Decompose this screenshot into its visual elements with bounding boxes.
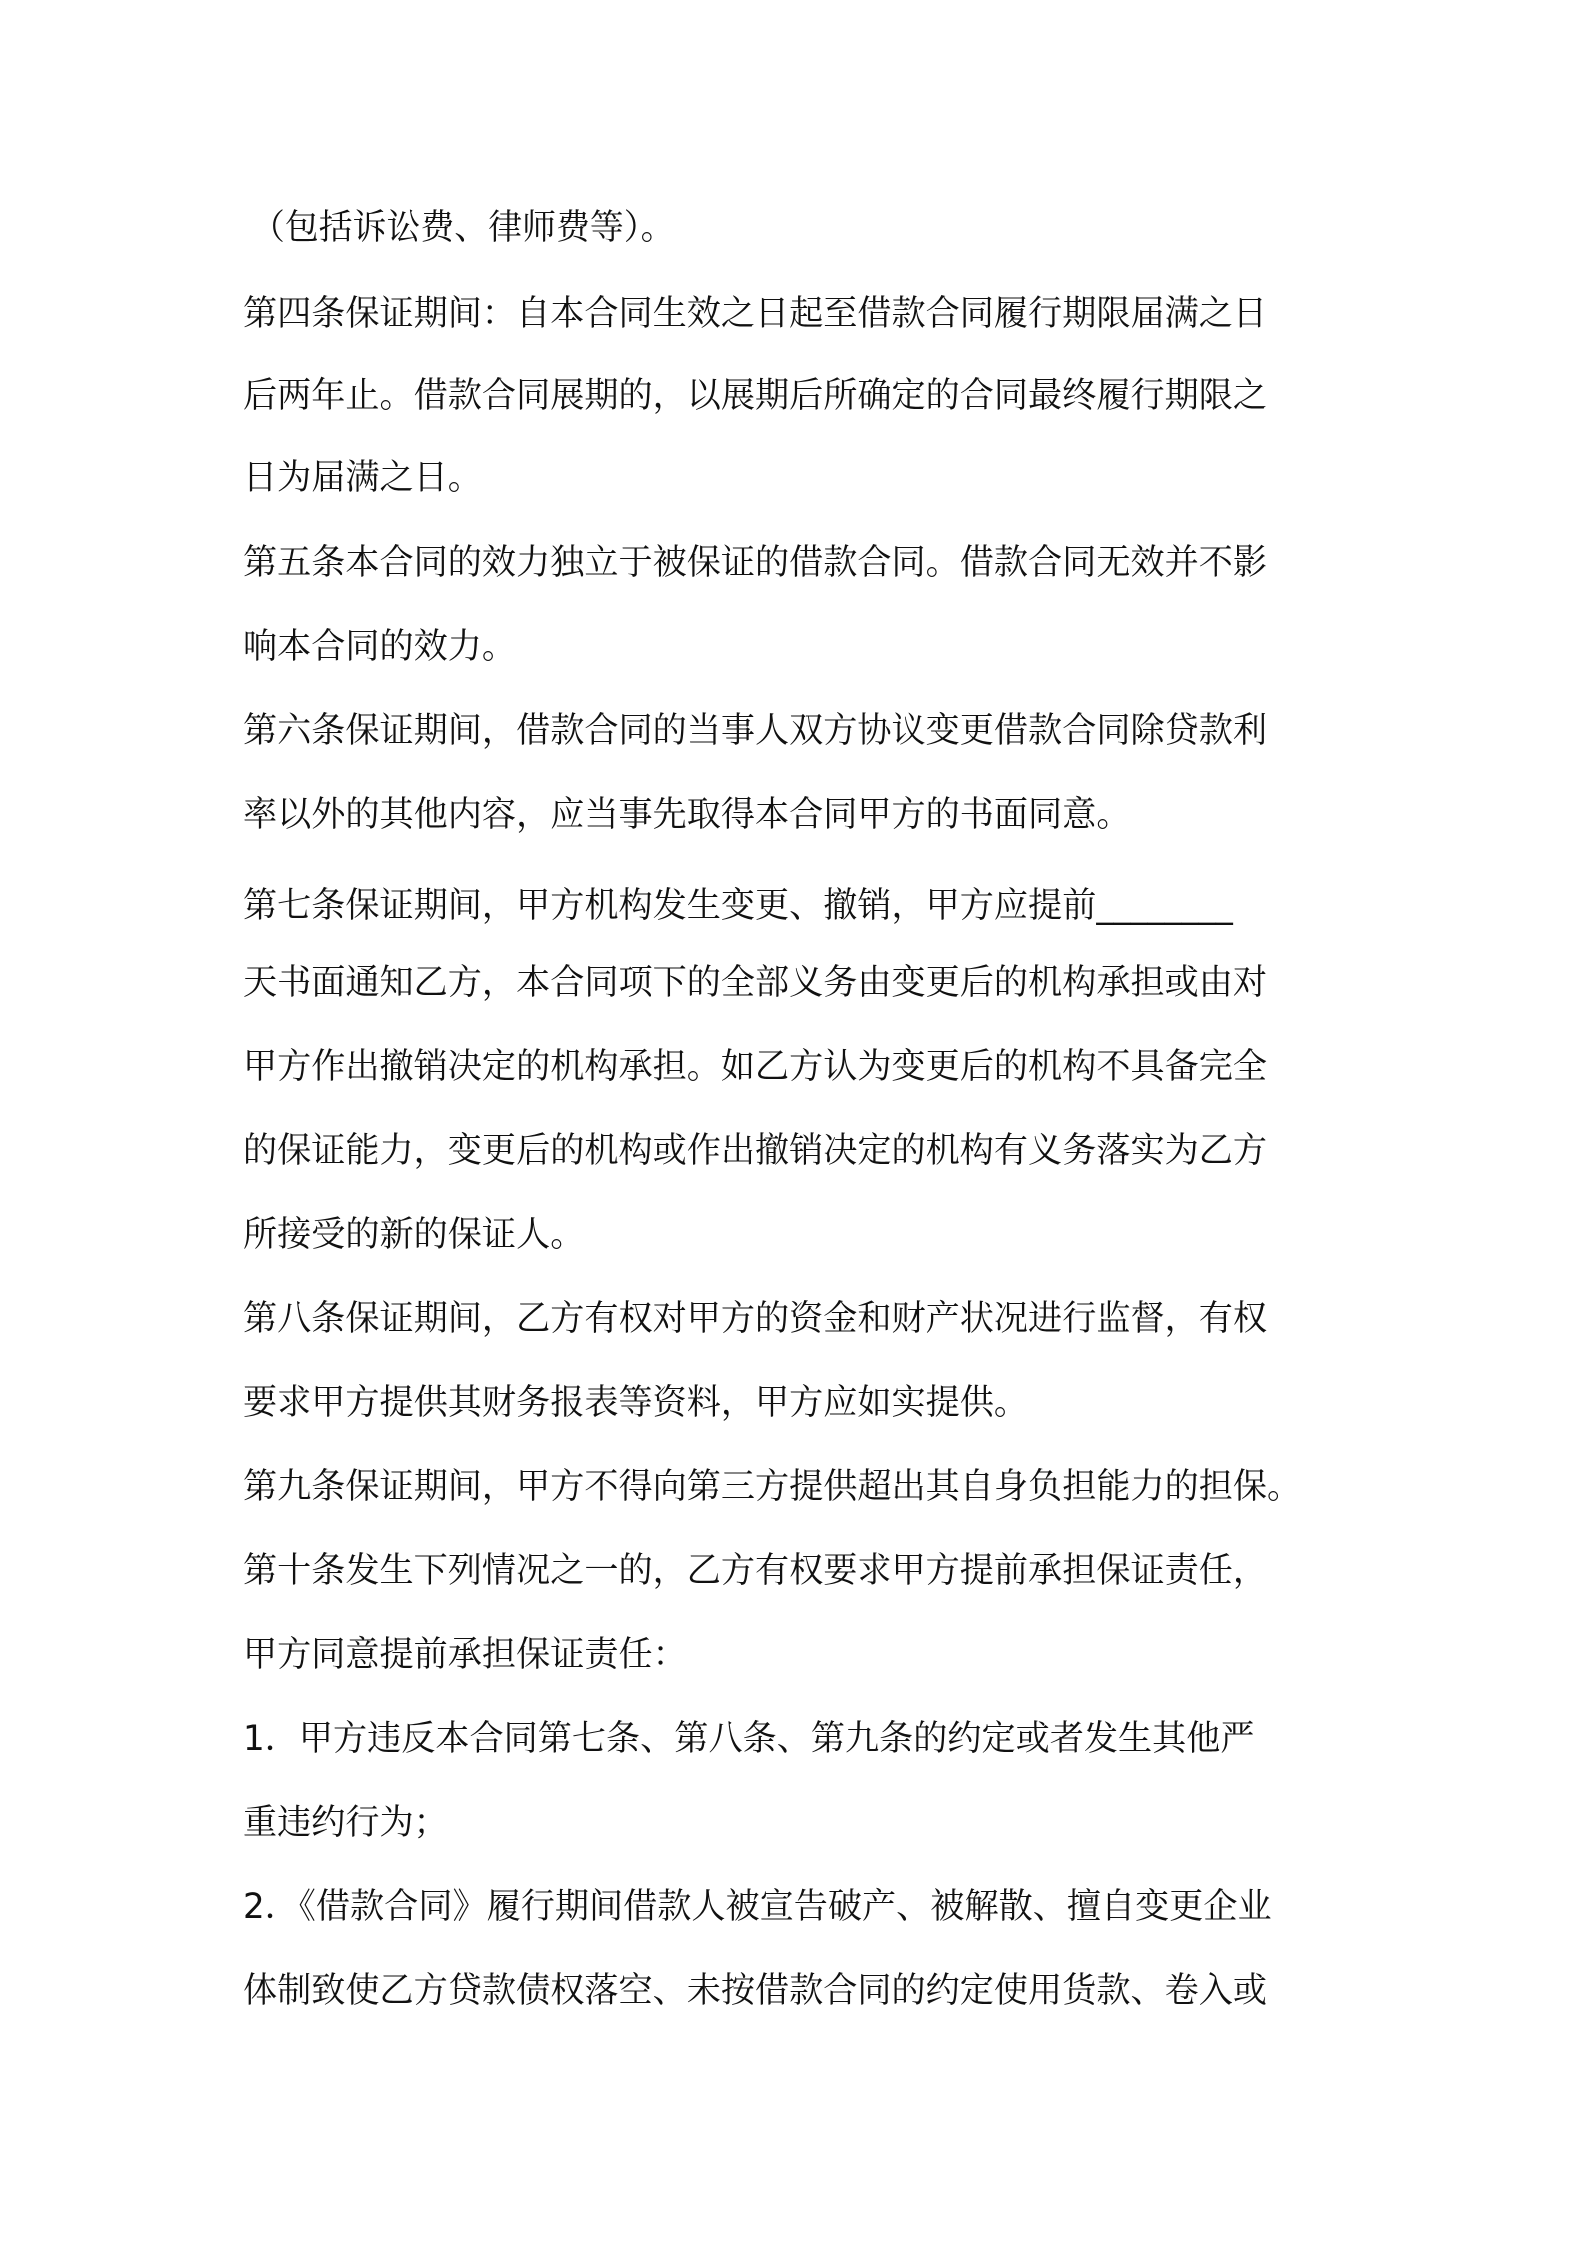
text-line: 体制致使乙方贷款债权落空、未按借款合同的约定使用货款、卷入或 — [243, 1971, 1267, 2011]
text-line: 1．甲方违反本合同第七条、第八条、第九条的约定或者发生其他严 — [243, 1719, 1255, 1759]
text-line: 后两年止。借款合同展期的，以展期后所确定的合同最终履行期限之 — [243, 376, 1267, 416]
text-line: 第十条发生下列情况之一的，乙方有权要求甲方提前承担保证责任， — [243, 1551, 1267, 1591]
text-line: 第五条本合同的效力独立于被保证的借款合同。借款合同无效并不影 — [243, 543, 1267, 583]
text-line: 第九条保证期间，甲方不得向第三方提供超出其自身负担能力的担保。 — [243, 1467, 1302, 1507]
text-line: 2．《借款合同》履行期间借款人被宣告破产、被解散、擅自变更企业 — [243, 1887, 1272, 1927]
text-line: 要求甲方提供其财务报表等资料，甲方应如实提供。 — [243, 1383, 1029, 1423]
text-line: 重违约行为； — [243, 1803, 448, 1843]
text-line: 所接受的新的保证人。 — [243, 1215, 585, 1255]
text-line: 天书面通知乙方，本合同项下的全部义务由变更后的机构承担或由对 — [243, 963, 1267, 1003]
text-line: 日为届满之日。 — [243, 458, 482, 498]
text-line: 第六条保证期间，借款合同的当事人双方协议变更借款合同除贷款利 — [243, 711, 1267, 751]
text-line: 响本合同的效力。 — [243, 627, 517, 667]
text-line: 第八条保证期间，乙方有权对甲方的资金和财产状况进行监督，有权 — [243, 1299, 1267, 1339]
text-line: 的保证能力，变更后的机构或作出撤销决定的机构有义务落实为乙方 — [243, 1131, 1267, 1171]
text-line: 第四条保证期间：自本合同生效之日起至借款合同履行期限届满之日 — [243, 294, 1267, 334]
text-line: 第七条保证期间，甲方机构发生变更、撤销，甲方应提前________ — [243, 886, 1233, 926]
text-line: 甲方作出撤销决定的机构承担。如乙方认为变更后的机构不具备完全 — [243, 1047, 1267, 1087]
text-line: 甲方同意提前承担保证责任： — [243, 1635, 687, 1675]
text-line: 率以外的其他内容，应当事先取得本合同甲方的书面同意。 — [243, 795, 1131, 835]
text-line: （包括诉讼费、律师费等）。 — [251, 208, 675, 248]
